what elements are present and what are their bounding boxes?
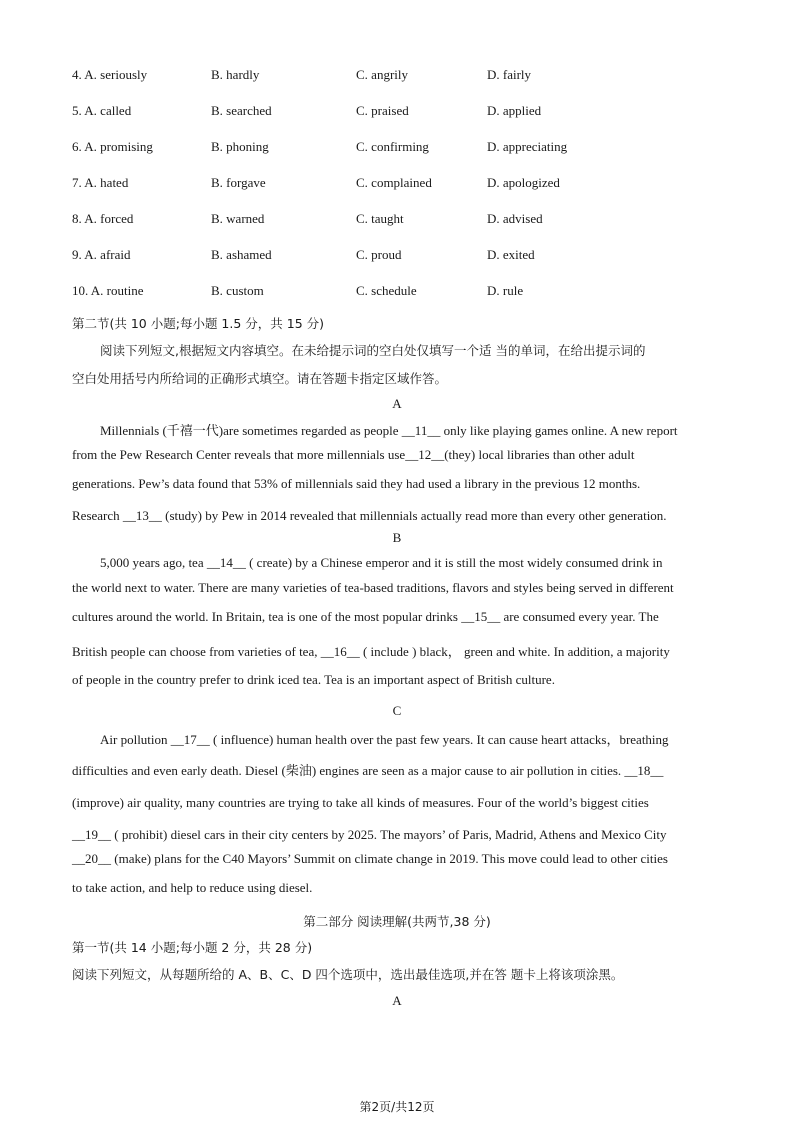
option-b: B. forgave [211, 175, 266, 190]
option-a: 10. A. routine [72, 283, 144, 298]
option-c: C. praised [356, 103, 409, 118]
passage-c-line: __20__ (make) plans for the C40 Mayors’ Summit on climate change in 2019. This move could lead to other cities [72, 851, 668, 866]
passage-b-line: British people can choose from varieties of tea, __16__ ( include ) black， green and white. In addition, a majority [72, 644, 670, 659]
option-c: C. schedule [356, 283, 417, 298]
passage-b-line: cultures around the world. In Britain, tea is one of the most popular drinks __15__ are consumed every year. The [72, 609, 659, 624]
option-a: 8. A. forced [72, 211, 134, 226]
passage-a-line: from the Pew Research Center reveals that more millennials use__12__(they) local libraries than other adult [72, 447, 635, 462]
instruction-line: 空白处用括号内所给词的正确形式填空。请在答题卡指定区域作答。 [72, 371, 448, 386]
option-c: C. taught [356, 211, 404, 226]
option-b: B. custom [211, 283, 264, 298]
option-d: D. appreciating [487, 139, 568, 154]
option-d: D. applied [487, 103, 542, 118]
option-c: C. confirming [356, 139, 429, 154]
option-a: 6. A. promising [72, 139, 153, 154]
page-number: 第2页/共12页 [359, 1100, 435, 1114]
option-b: B. hardly [211, 67, 260, 82]
passage-a-line: Research __13__ (study) by Pew in 2014 revealed that millennials actually read more than every other generation. [72, 508, 667, 523]
option-c: C. proud [356, 247, 402, 262]
option-d: D. apologized [487, 175, 560, 190]
passage-b-line: the world next to water. There are many varieties of tea-based traditions, flavors and styles being served in different [72, 580, 674, 595]
option-c: C. angrily [356, 67, 408, 82]
passage-label-b: B [392, 530, 402, 545]
section-heading: 第一节(共 14 小题;每小题 2 分，共 28 分) [72, 940, 313, 955]
section-heading: 第二节(共 10 小题;每小题 1.5 分，共 15 分) [72, 316, 324, 331]
passage-b-line: of people in the country prefer to drink iced tea. Tea is an important aspect of British culture. [72, 672, 555, 687]
option-a: 9. A. afraid [72, 247, 131, 262]
instruction-line: 阅读下列短文，从每题所给的 A、B、C、D 四个选项中，选出最佳选项,并在答 题卡上将该项涂黑。 [72, 967, 624, 982]
instruction-line: 阅读下列短文,根据短文内容填空。在未给提示词的空白处仅填写一个适 当的单词，在给出提示词的 [100, 343, 646, 358]
option-a: 5. A. called [72, 103, 132, 118]
passage-label: A [392, 993, 402, 1008]
option-a: 7. A. hated [72, 175, 129, 190]
option-d: D. advised [487, 211, 543, 226]
passage-c-line: Air pollution __17__ ( influence) human health over the past few years. It can cause heart attacks，breathing [100, 732, 669, 747]
passage-label-a: A [392, 396, 402, 411]
passage-b-line: 5,000 years ago, tea __14__ ( create) by a Chinese emperor and it is still the most widely consumed drink in [100, 555, 663, 570]
option-b: B. ashamed [211, 247, 272, 262]
passage-a-line: generations. Pew’s data found that 53% of millennials said they had used a library in the previous 12 months. [72, 476, 641, 491]
passage-label-c: C [392, 703, 402, 718]
passage-c-line: to take action, and help to reduce using diesel. [72, 880, 313, 895]
option-b: B. phoning [211, 139, 269, 154]
passage-c-line: __19__ ( prohibit) diesel cars in their city centers by 2025. The mayors’ of Paris, Madrid, Athens and Mexico City [72, 827, 667, 842]
option-a: 4. A. seriously [72, 67, 148, 82]
passage-c-line: difficulties and even early death. Diesel (柴油) engines are seen as a major cause to air pollution in cities. __18__ [72, 763, 664, 778]
option-b: B. searched [211, 103, 272, 118]
option-d: D. rule [487, 283, 524, 298]
option-d: D. fairly [487, 67, 532, 82]
part-title: 第二部分 阅读理解(共两节,38 分) [303, 914, 491, 929]
option-b: B. warned [211, 211, 265, 226]
passage-c-line: (improve) air quality, many countries are trying to take all kinds of measures. Four of the world’s biggest cities [72, 795, 649, 810]
option-d: D. exited [487, 247, 535, 262]
passage-a-line: Millennials (千禧一代)are sometimes regarded as people __11__ only like playing games online. A new report [100, 423, 678, 438]
option-c: C. complained [356, 175, 432, 190]
